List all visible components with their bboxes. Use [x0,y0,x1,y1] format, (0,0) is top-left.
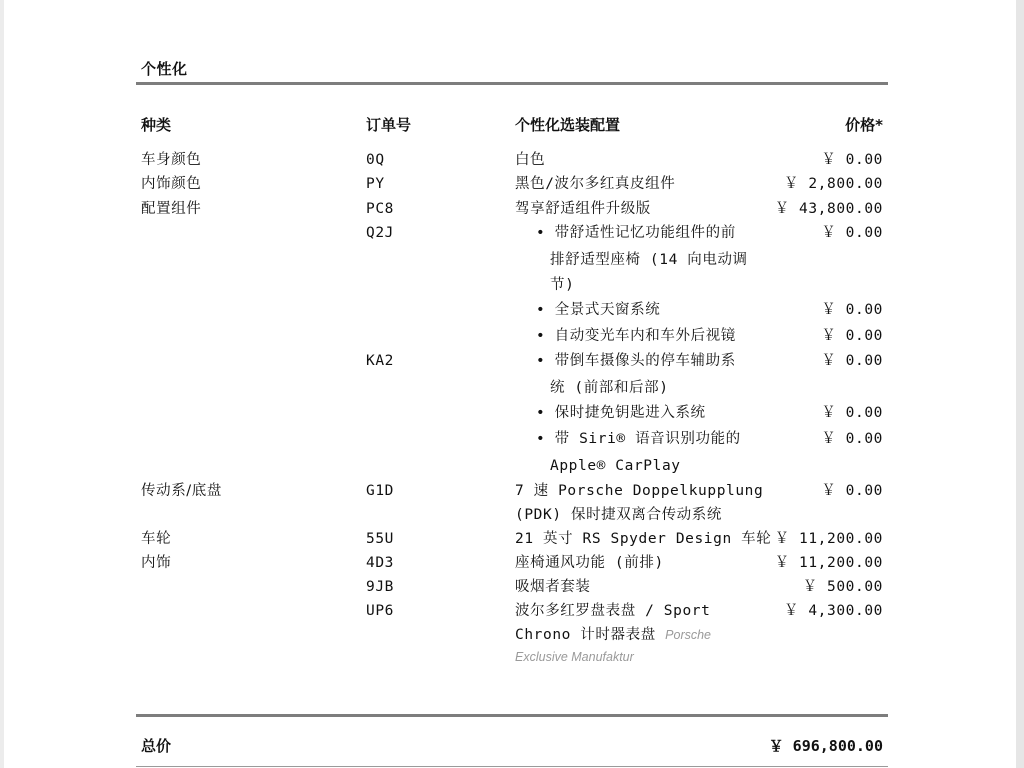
row-price: ￥ 0.00 [821,431,883,447]
bottom-divider [136,714,888,717]
row-option [515,623,711,648]
row-price: ￥ 0.00 [821,483,883,499]
footer-divider [136,766,888,767]
top-divider [136,82,888,85]
row-price: ￥ 0.00 [821,353,883,369]
sub-item-line: 统 (前部和后部) [550,380,669,396]
row-price: ￥ 0.00 [821,302,883,318]
row-code: 55U [366,531,394,547]
header-option: 个性化选装配置 [515,116,621,134]
sub-item-line: 节) [550,277,575,293]
row-type: 内饰颜色 [141,176,202,192]
row-code: 9JB [366,579,394,595]
row-type: 配置组件 [141,201,202,217]
row-code: G1D [366,483,394,499]
sub-item-line: • 带舒适性记忆功能组件的前 [536,225,736,241]
row-price: ￥ 0.00 [821,225,883,241]
row-option: 驾享舒适组件升级版 [515,201,651,217]
header-type: 种类 [141,116,172,134]
row-code: 0Q [366,152,385,168]
row-price: ￥ 2,800.00 [783,176,883,192]
row-option: 波尔多红罗盘表盘 / Sport [515,603,711,619]
row-option: 白色 [515,152,546,168]
row-price: ￥ 0.00 [821,152,883,168]
row-option: 吸烟者套装 [515,579,591,595]
row-price: ￥ 0.00 [821,328,883,344]
total-label: 总价 [141,737,172,755]
sub-item-line: Apple® CarPlay [550,458,681,474]
sub-item-line: • 带倒车摄像头的停车辅助系 [536,353,736,369]
total-value: ￥ 696,800.00 [768,737,883,755]
row-price: ￥ 11,200.00 [774,555,883,571]
row-code: 4D3 [366,555,394,571]
exclusive-note: Exclusive Manufaktur [515,650,634,664]
row-price: ￥ 11,200.00 [774,531,883,547]
row-option: 21 英寸 RS Spyder Design 车轮 [515,531,772,547]
exclusive-note: Porsche [665,628,712,642]
row-option: 座椅通风功能 (前排) [515,555,664,571]
section-title: 个性化 [141,60,188,78]
row-code: PY [366,176,385,192]
sub-item-line: • 全景式天窗系统 [536,302,661,318]
row-price: ￥ 0.00 [821,405,883,421]
row-type: 传动系/底盘 [141,483,222,499]
row-option: 7 速 Porsche Doppelkupplung [515,483,764,499]
sub-item-line: • 自动变光车内和车外后视镜 [536,328,736,344]
header-price: 价格* [845,116,883,134]
row-code: KA2 [366,353,394,369]
row-price: ￥ 500.00 [802,579,883,595]
row-type: 车身颜色 [141,152,202,168]
row-price: ￥ 4,300.00 [783,603,883,619]
row-code: Q2J [366,225,394,241]
row-code: PC8 [366,201,394,217]
row-type: 内饰 [141,555,172,571]
sub-item-line: • 带 Siri® 语音识别功能的 [536,431,741,447]
row-code: UP6 [366,603,394,619]
row-price: ￥ 43,800.00 [774,201,883,217]
row-option-text: Chrono 计时器表盘 [515,627,656,643]
row-option: 黑色/波尔多红真皮组件 [515,176,676,192]
sub-item-line: 排舒适型座椅 (14 向电动调 [550,252,748,268]
row-option: (PDK) 保时捷双离合传动系统 [515,507,722,523]
row-type: 车轮 [141,531,172,547]
header-order-code: 订单号 [366,116,412,134]
sub-item-line: • 保时捷免钥匙进入系统 [536,405,706,421]
